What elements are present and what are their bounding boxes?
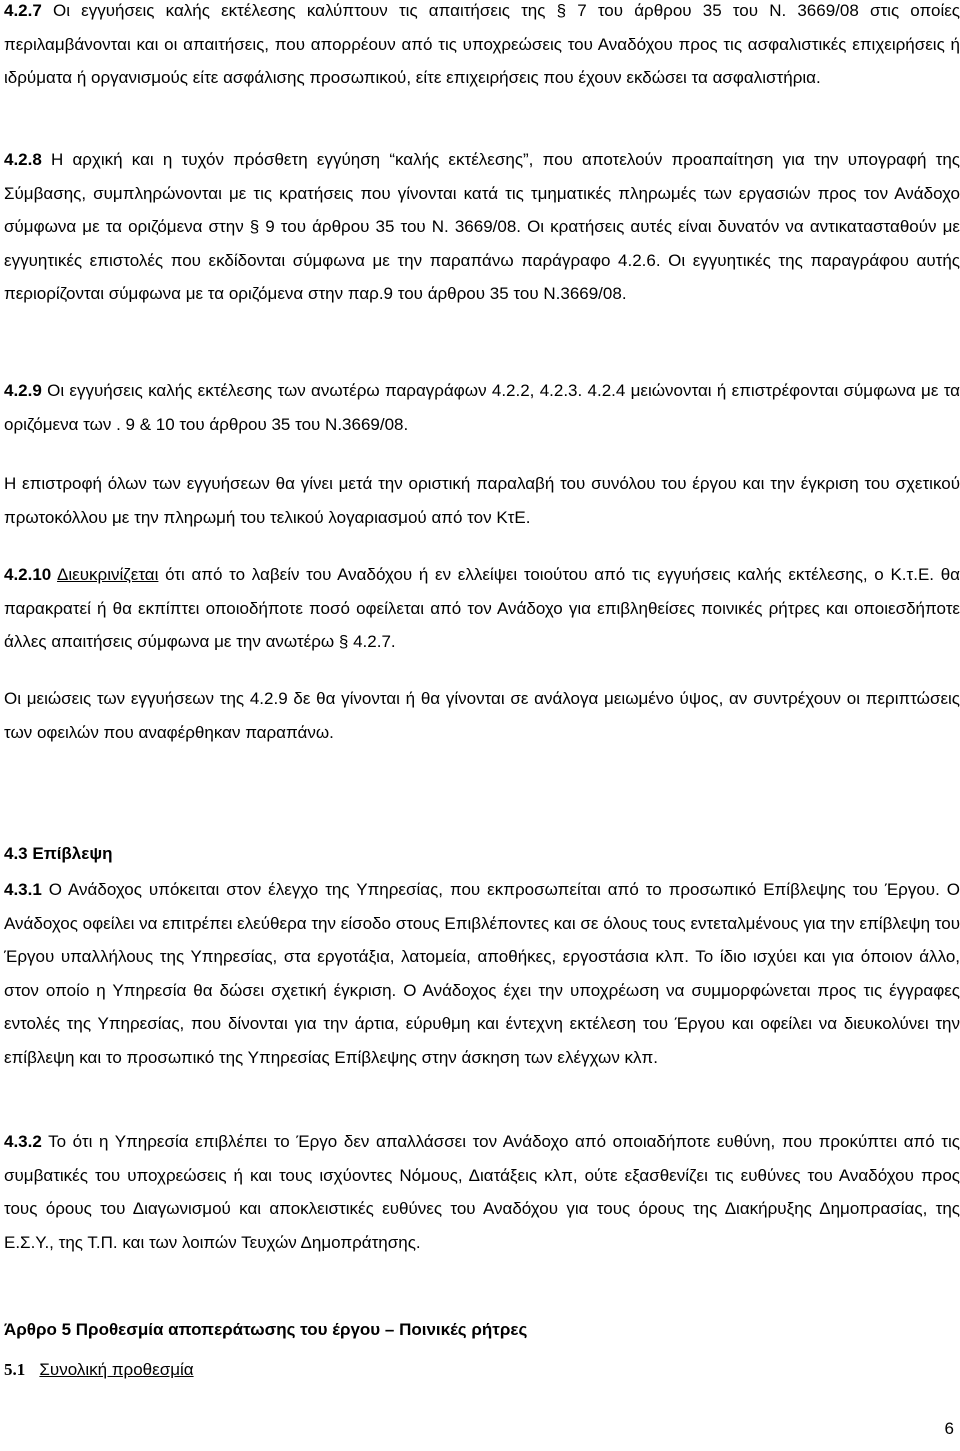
paragraph-text: Οι εγγυήσεις καλής εκτέλεσης καλύπτουν τις απαιτήσεις της § 7 του άρθρου 35 του Ν. 3669/08 στις οποίες περιλαμβάνονται και οι απαιτήσεις, που απορρέουν από τις υποχρεώσεις του Αναδόχου προς τις ασφαλιστικές επιχειρήσεις ή ιδρύματα ή οργανισμούς είτε ασφάλισης προσωπικού, είτε επιχειρήσεις που έχουν εκδώσει τα ασφαλιστήρια.: [4, 1, 960, 87]
underlined-word: Διευκρινίζεται: [57, 565, 159, 584]
paragraph-number: 4.2.8: [4, 150, 42, 169]
paragraph-guarantee-return: [4, 467, 960, 534]
paragraph-text: Ο Ανάδοχος υπόκειται στον έλεγχο της Υπηρεσίας, που εκπροσωπείται από το προσωπικό Επίβλεψης του Έργου. Ο Ανάδοχος οφείλει να επιτρέπει ελεύθερα την είσοδο στους Επιβλέποντες και σε όλους τους εντεταλμένους για την επίβλεψη του Έργου υπαλλήλους της Υπηρεσίας, στα εργοτάξια, λατομεία, αποθήκες, εργοστάσια κλπ. Το ίδιο ισχύει και για όποιον άλλο, στον οποίο η Υπηρεσία θα δώσει σχετική έγκριση. Ο Ανάδοχος έχει την υποχρέωση να συμμορφώνεται προς τις έγγραφες εντολές της Υπηρεσίας, που δίνονται για την άρτια, εύρυθμη και έντεχνη εκτέλεση του Έργου και οφείλει να διευκολύνει την επίβλεψη και το προσωπικό της Υπηρεσίας Επίβλεψης στην άσκηση των ελέγχων κλπ.: [4, 880, 960, 1067]
paragraph-number: 4.3.2: [4, 1132, 42, 1151]
subsection-title: Συνολική προθεσμία: [39, 1360, 194, 1379]
section-heading-4-3: 4.3 Επίβλεψη: [4, 844, 113, 863]
paragraph-text: Οι εγγυήσεις καλής εκτέλεσης των ανωτέρω παραγράφων 4.2.2, 4.2.3. 4.2.4 μειώνονται ή επιστρέφονται σύμφωνα με τα οριζόμενα των . 9 & 10 του άρθρου 35 του Ν.3669/08.: [4, 381, 960, 434]
paragraph-text: ότι από το λαβείν του Αναδόχου ή εν ελλείψει τοιούτου από τις εγγυήσεις καλής εκτέλεσης, ο Κ.τ.Ε. θα παρακρατεί ή θα εκπίπτει οποιοδήποτε ποσό οφείλεται από τον Ανάδοχο για επιβληθείσες ποινικές ρήτρες και οποιεσδήποτε άλλες απαιτήσεις σύμφωνα με την ανωτέρω § 4.2.7.: [4, 565, 960, 651]
subsection-number: 5.1: [4, 1360, 26, 1379]
paragraph-number: 4.3.1: [4, 880, 42, 899]
article-5-heading: Άρθρο 5 Προθεσμία αποπεράτωσης του έργου – Ποινικές ρήτρες: [4, 1320, 528, 1339]
paragraph-number: 4.2.10: [4, 565, 52, 584]
paragraph-text: Οι μειώσεις των εγγυήσεων της 4.2.9 δε θα γίνονται ή θα γίνονται σε ανάλογα μειωμένο ύψος, αν συντρέχουν οι περιπτώσεις των οφειλών που αναφέρθηκαν παραπάνω.: [4, 689, 960, 742]
paragraph-text: Η επιστροφή όλων των εγγυήσεων θα γίνει μετά την οριστική παραλαβή του συνόλου του έργου και την έγκριση του σχετικού πρωτοκόλλου με την πληρωμή του τελικού λογαριασμού από τον ΚτΕ.: [4, 474, 960, 527]
paragraph-4-2-9: [4, 374, 960, 441]
paragraph-4-2-10: [4, 558, 960, 659]
paragraph-text: Το ότι η Υπηρεσία επιβλέπει το Έργο δεν απαλλάσσει τον Ανάδοχο από οποιαδήποτε ευθύνη, που προκύπτει από τις συμβατικές του υποχρεώσεις ή και τους ισχύοντες Νόμους, Διατάξεις κλπ, ούτε εξασθενίζει τις ευθύνες του Αναδόχου προς τους όρους του Διαγωνισμού και αποκλειστικές ευθύνες του Αναδόχου για τους όρους της Διακήρυξης Δημοπρασίας, της Ε.Σ.Υ., της Τ.Π. και των λοιπών Τευχών Δημοπράτησης.: [4, 1132, 960, 1252]
subsection-5-1: [4, 1360, 194, 1380]
paragraph-text: Η αρχική και η τυχόν πρόσθετη εγγύηση “καλής εκτέλεσης”, που αποτελούν προαπαίτηση για την υπογραφή της Σύμβασης, συμπληρώνονται με τις κρατήσεις που γίνονται κατά τις τμηματικές πληρωμές των εργασιών προς τον Ανάδοχο σύμφωνα με τα οριζόμενα στην § 9 του άρθρου 35 του Ν. 3669/08. Οι κρατήσεις αυτές είναι δυνατόν να αντικατασταθούν με εγγυητικές επιστολές που εκδίδονται σύμφωνα με την παραπάνω παράγραφο 4.2.6. Οι εγγυητικές της παραγράφου αυτής περιορίζονται σύμφωνα με τα οριζόμενα στην παρ.9 του άρθρου 35 του Ν.3669/08.: [4, 150, 960, 303]
paragraph-4-2-8: [4, 143, 960, 311]
paragraph-guarantee-reductions: [4, 682, 960, 749]
page-number: 6: [944, 1419, 954, 1438]
paragraph-4-2-7: [4, 0, 960, 95]
paragraph-4-3-2: [4, 1125, 960, 1259]
paragraph-number: 4.2.9: [4, 381, 42, 400]
paragraph-4-3-1: [4, 873, 960, 1074]
paragraph-number: 4.2.7: [4, 1, 42, 20]
